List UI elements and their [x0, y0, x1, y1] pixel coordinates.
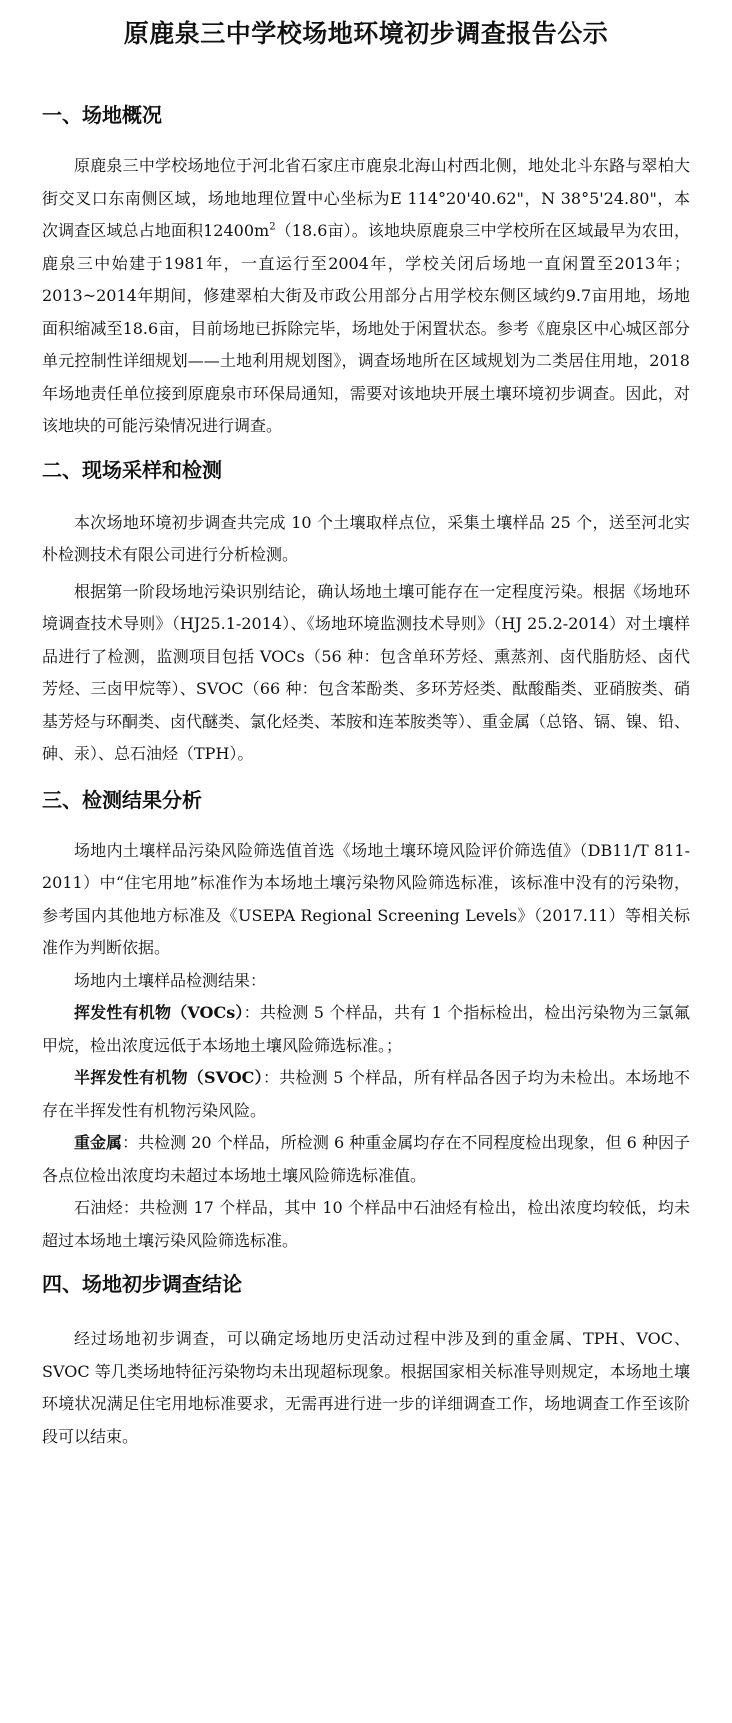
results-paragraph-standards: 场地内土壤样品污染风险筛选值首选《场地土壤环境风险评价筛选值》（DB11/T 811-2011）中“住宅用地”标准作为本场地土壤污染物风险筛选标准，该标准中没有的污染物，参考国内其他地方标准及《USEPA Regional Screening Levels》（2017.11）等相关标准作为判断依据。 [42, 840, 690, 957]
section-heading-conclusion: 四、场地初步调查结论 [42, 1272, 242, 1296]
metals-text: ：共检测 20 个样品，所检测 6 种重金属均存在不同程度检出现象，但 6 种因子各点位检出浓度均未超过本场地土壤风险筛选标准值。 [42, 1133, 690, 1185]
voc-label: 挥发性有机物（VOCs） [74, 1003, 244, 1022]
svoc-text: ：共检测 5 个样品，所有样品各因子均为未检出。本场地不存在半挥发性有机物污染风险。 [42, 1068, 690, 1120]
area-unit-superscript: 2 [269, 221, 276, 233]
document-title: 原鹿泉三中学校场地环境初步调查报告公示 [123, 19, 609, 48]
conclusion-paragraph: 经过场地初步调查，可以确定场地历史活动过程中涉及到的重金属、TPH、VOC、SVOC 等几类场地特征污染物均未出现超标现象。根据国家相关标准导则规定，本场地土壤环境状况满足住宅用地标准要求，无需再进行进一步的详细调查工作，场地调查工作至该阶段可以结束。 [42, 1329, 690, 1446]
metals-label: 重金属 [74, 1133, 123, 1152]
voc-text: ：共检测 5 个样品，共有 1 个指标检出，检出污染物为三氯氟甲烷，检出浓度远低于本场地土壤风险筛选标准。； [42, 1003, 690, 1055]
section-heading-sampling: 二、现场采样和检测 [42, 457, 222, 482]
overview-text-part1: 原鹿泉三中学校场地位于河北省石家庄市鹿泉北海山村西北侧，地处北斗东路与翠柏大街交叉口东南侧区域，场地地理位置中心坐标为E 114°20'40.62"，N 38°5'24.80"，本次调查区域总占地面积12400m [42, 156, 690, 240]
sampling-paragraph-1: 本次场地环境初步调查共完成 10 个土壤取样点位，采集土壤样品 25 个，送至河北实朴检测技术有限公司进行分析检测。 [42, 512, 690, 564]
overview-text-part2: （18.6亩）。该地块原鹿泉三中学校所在区域最早为农田，鹿泉三中始建于1981年，一直运行至2004年，学校关闭后场地一直闲置至2013年；2013~2014年期间，修建翠柏大街及市政公用部分占用学校东侧区域约9.7亩用地，场地面积缩减至18.6亩，目前场地已拆除完毕，场地处于闲置状态。参考《鹿泉区中心城区部分单元控制性详细规划——土地利用规划图》，调查场地所在区域规划为二类居住用地，2018年场地责任单位接到原鹿泉市环保局通知，需要对该地块开展土壤环境初步调查。因此，对该地块的可能污染情况进行调查。 [42, 221, 690, 435]
section-heading-overview: 一、场地概况 [42, 103, 162, 127]
results-paragraph-intro: 场地内土壤样品检测结果： [74, 970, 267, 990]
section-heading-results: 三、检测结果分析 [42, 787, 202, 812]
results-paragraph-voc [42, 997, 690, 1062]
results-paragraph-tph: 石油烃：共检测 17 个样品，其中 10 个样品中石油烃有检出，检出浓度均较低，均未超过本场地土壤污染风险筛选标准。 [42, 1198, 690, 1250]
overview-paragraph [42, 150, 690, 443]
svoc-label: 半挥发性有机物（SVOC） [74, 1068, 263, 1087]
sampling-paragraph-2: 根据第一阶段场地污染识别结论，确认场地土壤可能存在一定程度污染。根据《场地环境调查技术导则》（HJ25.1-2014）、《场地环境监测技术导则》（HJ 25.2-2014）对土壤样品进行了检测，监测项目包括 VOCs（56 种：包含单环芳烃、熏蒸剂、卤代脂肪烃、卤代芳烃、三卤甲烷等）、SVOC（66 种：包含苯酚类、多环芳烃类、酞酸酯类、亚硝胺类、硝基芳烃与环酮类、卤代醚类、氯化烃类、苯胺和连苯胺类等）、重金属（总铬、镉、镍、铅、砷、汞）、总石油烃（TPH）。 [42, 581, 691, 763]
results-paragraph-svoc [42, 1062, 690, 1127]
results-paragraph-metals [42, 1127, 690, 1192]
